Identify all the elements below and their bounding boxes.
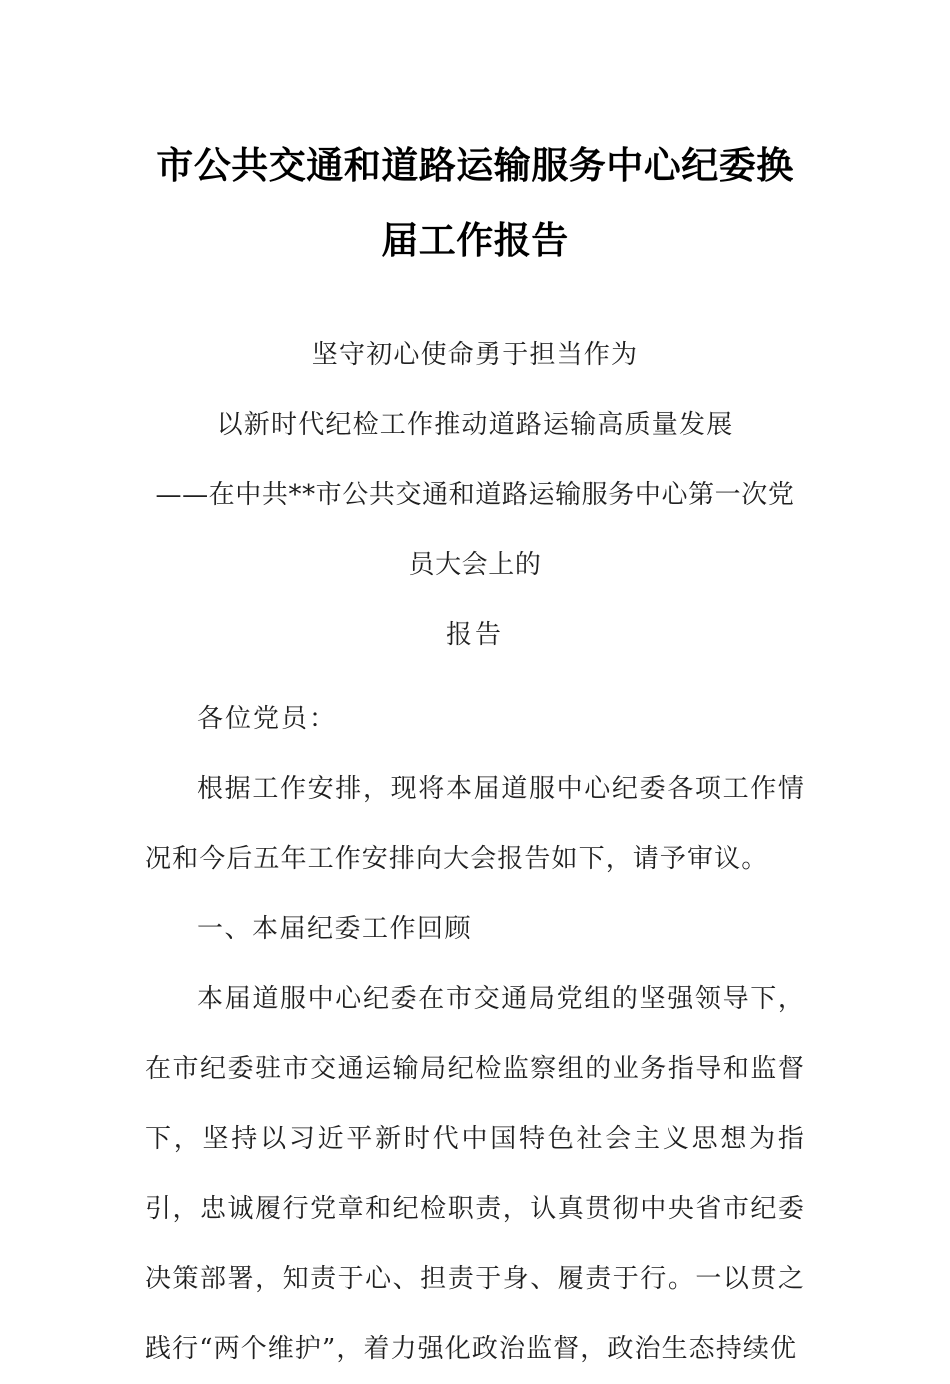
page-title: 市公共交通和道路运输服务中心纪委换届工作报告 — [156, 144, 794, 262]
subtitle-line-report: 报告 — [445, 620, 504, 650]
section-paragraph-1: 本届道服中心纪委在市交通局党组的坚强领导下，在市纪委驻市交通运输局纪检监察组的业务指导和监督下，坚持以习近平新时代中国特色社会主义思想为指引，忠诚履行党章和纪检职责，认真贯彻中央省市纪委决策部署，知责于心、担责于身、履责于行。一以贯之践行“两个维护”，着力强化政治监督，政治生态持续优 — [145, 984, 805, 1364]
salutation: 各位党员： — [197, 704, 338, 734]
body-block — [145, 684, 805, 1384]
subtitle-block — [145, 320, 805, 670]
subtitle-line-1: 坚守初心使命勇于担当作为 — [311, 340, 639, 370]
subtitle-line-source: ——在中共**市公共交通和道路运输服务中心第一次党员大会上的 — [155, 480, 795, 580]
body-paragraph-1: 根据工作安排，现将本届道服中心纪委各项工作情况和今后五年工作安排向大会报告如下，请予审议。 — [145, 774, 805, 874]
section-heading-1: 一、本届纪委工作回顾 — [197, 914, 473, 944]
subtitle-line-2: 以新时代纪检工作推动道路运输高质量发展 — [216, 410, 734, 440]
